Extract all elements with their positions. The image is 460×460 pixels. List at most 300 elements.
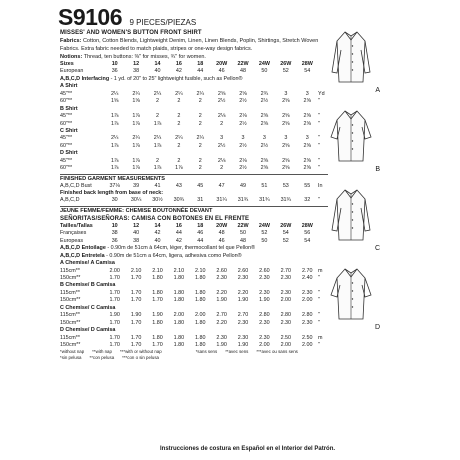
table-cell: 2: [198, 142, 202, 149]
table-row: [60, 238, 328, 245]
table-cell: 2.30: [302, 319, 313, 326]
table-cell: 2.30: [237, 275, 249, 281]
table-cell: 31¾: [237, 197, 249, 204]
table-cell: 14: [154, 61, 161, 67]
table-cell: 52: [261, 230, 268, 237]
table-cell: 2.10: [130, 267, 142, 274]
yardage-table: [60, 312, 328, 327]
table-cell: 1.90: [109, 312, 120, 319]
table-cell: 44: [175, 230, 182, 237]
unit-cell: ": [318, 135, 320, 142]
table-row: [60, 297, 328, 304]
table-cell: 42: [175, 237, 182, 244]
table-cell: 1⅞: [110, 157, 119, 164]
yardage-table: [60, 290, 328, 305]
table-cell: 1⅞: [153, 165, 162, 172]
table-cell: 36: [111, 68, 118, 75]
table-cell: 28W: [301, 222, 313, 229]
table-cell: 2.00: [302, 341, 313, 348]
table-row: [60, 230, 328, 237]
table-row: [60, 290, 328, 297]
table-cell: 41: [154, 182, 161, 189]
table-cell: 1.70: [130, 297, 142, 304]
row-label: 150cm**: [60, 319, 81, 326]
table-cell: 2¼: [175, 90, 183, 97]
back-length-table: [60, 197, 328, 204]
table-cell: 48: [240, 237, 247, 244]
table-cell: 1.90: [237, 297, 249, 304]
table-cell: 2⅛: [239, 113, 247, 120]
table-cell: 3: [284, 135, 288, 142]
table-cell: 1⅞: [110, 113, 119, 120]
table-cell: 30½: [152, 197, 163, 204]
table-row: [60, 61, 328, 68]
table-cell: 2¼: [110, 135, 119, 142]
table-cell: 1.80: [195, 289, 206, 296]
table-cell: 56: [304, 230, 311, 237]
view-d-figure: [328, 263, 380, 331]
table-row: [60, 121, 328, 128]
row-label: A,B,C,D Bust: [60, 182, 92, 189]
table-cell: 1.70: [130, 334, 142, 341]
table-cell: 46: [218, 237, 225, 244]
yardage-view-title: A Shirt: [60, 83, 78, 90]
footnote: *without nap: [60, 349, 85, 355]
table-row: [60, 98, 328, 105]
table-cell: 1.70: [130, 319, 142, 326]
table-cell: 2⅝: [260, 113, 269, 120]
table-cell: 2¼: [196, 135, 204, 142]
yardage-table: [60, 135, 328, 150]
table-cell: 1.80: [173, 341, 185, 348]
table-cell: 2⅝: [260, 157, 269, 164]
table-cell: 54: [304, 68, 311, 75]
table-cell: 2.60: [237, 267, 249, 274]
table-cell: 2.70: [280, 267, 292, 274]
footnote: **con pelusa: [89, 355, 115, 361]
pattern-number: S9106: [58, 4, 123, 30]
spanish-yardage-section: [60, 260, 328, 349]
row-label: 60"**: [60, 98, 73, 105]
table-cell: 2⅝: [217, 90, 226, 97]
table-cell: 1⅞: [132, 113, 140, 120]
table-cell: 1.80: [195, 334, 206, 341]
view-label: A: [375, 87, 380, 94]
table-cell: 1⅞: [175, 165, 183, 172]
table-cell: 2.30: [237, 319, 249, 326]
table-cell: 12: [133, 222, 140, 229]
table-row: [60, 158, 328, 165]
table-cell: 50: [261, 237, 268, 244]
unit-cell: [318, 238, 328, 245]
table-cell: 2: [177, 120, 181, 127]
view-a-figure: [328, 26, 380, 94]
table-cell: 2.80: [259, 312, 270, 319]
yardage-view-title: B Shirt: [60, 105, 78, 112]
table-cell: 30¼: [130, 197, 142, 204]
unit-cell: ": [318, 289, 320, 296]
table-cell: 30: [111, 197, 118, 204]
table-cell: 2: [198, 157, 202, 164]
table-cell: 24W: [258, 222, 270, 229]
table-cell: 40: [154, 68, 161, 75]
table-cell: 3: [305, 135, 309, 142]
yardage-view-title: D Shirt: [60, 150, 78, 157]
table-cell: 54: [282, 230, 289, 237]
table-cell: 37⅛: [109, 182, 120, 189]
fabrics-text: Cotton, Cotton Blends, Lightweight Denim, Linen, Linen Blends, Poplin, Shirtings, Stretch Woven Fabrics. Extra fabric needed to match plaids, stripes or one-way design fabrics.: [60, 38, 319, 52]
table-cell: 51: [261, 182, 268, 189]
table-cell: 2⅝: [282, 113, 290, 120]
table-cell: 12: [133, 61, 140, 67]
table-cell: 22W: [237, 222, 249, 229]
table-cell: 1.70: [130, 289, 142, 296]
footnote: **with nap: [92, 349, 112, 355]
yardage-table: [60, 335, 328, 350]
unit-cell: ": [318, 120, 320, 127]
table-cell: 1.80: [195, 275, 206, 281]
unit-cell: ": [318, 113, 320, 120]
table-cell: 2.40: [302, 275, 313, 281]
table-cell: 1⅞: [132, 157, 140, 164]
bust-table: [60, 183, 328, 190]
table-cell: 2.00: [173, 312, 185, 319]
row-label: 60"**: [60, 142, 73, 149]
table-cell: 2¼: [132, 135, 140, 142]
table-cell: 47: [218, 182, 225, 189]
table-cell: 2.30: [280, 275, 292, 281]
unit-cell: ": [318, 165, 320, 172]
table-cell: 1⅞: [110, 120, 119, 127]
view-b-figure: [328, 105, 380, 173]
table-cell: 31¼: [216, 197, 227, 204]
table-cell: 2: [155, 157, 159, 164]
row-label: Europeas: [60, 237, 84, 244]
table-cell: 40: [154, 237, 161, 244]
yardage-section: [60, 83, 328, 172]
table-cell: 1.80: [195, 297, 206, 304]
footnote: ***avec ou sans sens: [256, 349, 298, 355]
yardage-table: [60, 268, 328, 283]
row-label: 115cm**: [60, 334, 80, 341]
table-row: [60, 320, 328, 327]
unit-cell: [318, 223, 328, 230]
table-cell: 24W: [258, 61, 270, 67]
table-cell: 2½: [217, 142, 226, 149]
table-cell: 1.70: [109, 289, 120, 296]
table-cell: 38: [133, 237, 140, 244]
table-cell: 2: [177, 142, 181, 149]
yardage-view-title: A Chemise/ A Camisa: [60, 260, 115, 267]
table-cell: 2⅝: [282, 142, 290, 149]
table-cell: 2⅝: [282, 157, 290, 164]
table-cell: 46: [218, 68, 225, 75]
table-cell: 38: [133, 68, 140, 75]
unit-cell: ": [318, 197, 320, 204]
table-row: [60, 342, 328, 349]
table-cell: 2.30: [259, 334, 270, 341]
table-row: [60, 197, 328, 204]
table-cell: 2½: [260, 142, 269, 149]
table-cell: 45: [197, 182, 204, 189]
table-row: [60, 135, 328, 142]
table-cell: 2⅝: [303, 98, 311, 105]
table-cell: 1.70: [152, 297, 163, 304]
table-cell: 2⅛: [217, 157, 226, 164]
table-cell: 52: [282, 68, 289, 75]
notions-label: Notions:: [60, 54, 83, 60]
back-length-title: Finished back length from base of neck:: [60, 189, 164, 196]
table-cell: 2.00: [280, 297, 292, 304]
row-label: 45"**: [60, 113, 73, 120]
table-cell: 3: [284, 90, 288, 97]
table-cell: 38: [111, 230, 118, 237]
unit-cell: Yd: [318, 90, 325, 97]
row-label: 45"**: [60, 90, 73, 97]
table-cell: 52: [282, 237, 289, 244]
table-cell: 32: [304, 197, 311, 204]
table-row: [60, 143, 328, 150]
pattern-info: [60, 29, 328, 361]
table-cell: 1⅞: [132, 165, 140, 172]
table-cell: 1.70: [109, 319, 120, 326]
table-cell: 2.30: [216, 334, 227, 341]
view-label: D: [374, 324, 380, 331]
table-cell: 42: [154, 230, 161, 237]
unit-cell: m: [318, 334, 323, 341]
footnote: ***with or without nap: [119, 349, 162, 355]
unit-cell: m: [318, 267, 323, 274]
table-cell: 1.80: [152, 275, 163, 281]
table-cell: 26W: [280, 222, 292, 229]
table-cell: 2: [198, 98, 202, 105]
table-cell: 2.20: [237, 289, 249, 296]
table-cell: 20W: [216, 222, 228, 229]
table-cell: 31: [197, 197, 204, 204]
table-cell: 1⅞: [110, 165, 119, 172]
table-cell: 2.70: [302, 267, 313, 274]
table-cell: 2: [155, 98, 159, 105]
unit-cell: ": [318, 319, 320, 326]
table-cell: 1.80: [152, 289, 163, 296]
table-cell: 2⅝: [260, 165, 269, 172]
table-cell: 2⅝: [260, 120, 269, 127]
pattern-title: MISSES' AND WOMEN'S BUTTON FRONT SHIRT: [60, 30, 202, 36]
table-cell: 2½: [217, 98, 226, 105]
table-cell: 10: [111, 61, 118, 67]
row-label: 150cm**: [60, 275, 81, 281]
table-cell: 1.80: [152, 334, 163, 341]
yardage-table: [60, 91, 328, 106]
row-label: 60"**: [60, 120, 73, 127]
table-cell: 1⅞: [153, 120, 162, 127]
row-label: 115cm**: [60, 289, 80, 296]
table-cell: 2⅝: [282, 120, 290, 127]
notions-paragraph: [60, 53, 328, 61]
table-cell: 2.00: [109, 267, 120, 274]
table-row: [60, 183, 328, 190]
table-cell: 44: [197, 68, 204, 75]
yardage-table: [60, 158, 328, 173]
table-cell: 1.70: [109, 341, 120, 348]
table-cell: 2⅝: [303, 157, 311, 164]
unit-cell: ": [318, 157, 320, 164]
table-cell: 22W: [237, 61, 249, 67]
row-label: 150cm**: [60, 297, 81, 304]
table-cell: 1.80: [173, 334, 185, 341]
table-cell: 3: [220, 135, 224, 142]
table-cell: 43: [175, 182, 182, 189]
fabrics-label: Fabrics:: [60, 38, 82, 44]
table-cell: 36: [111, 237, 118, 244]
view-c-figure: [328, 184, 380, 252]
table-cell: 1⅞: [110, 142, 119, 149]
row-label: Tailles/Tallas: [60, 222, 93, 229]
table-cell: 2.30: [259, 289, 270, 296]
table-cell: 48: [240, 68, 247, 75]
unit-cell: ": [318, 275, 320, 281]
table-cell: 39: [133, 182, 140, 189]
table-cell: 2.30: [280, 319, 292, 326]
table-row: [60, 275, 328, 282]
table-cell: 1.80: [173, 289, 185, 296]
table-cell: 2.70: [216, 312, 227, 319]
table-cell: 3: [262, 135, 266, 142]
table-cell: 1⅝: [110, 98, 119, 105]
table-row: [60, 268, 328, 275]
table-cell: 2: [177, 113, 181, 120]
spanish-sizes-table: [60, 223, 328, 245]
table-cell: 2⅝: [303, 113, 311, 120]
table-cell: 1⅞: [132, 120, 140, 127]
table-cell: 2⅛: [217, 113, 226, 120]
table-cell: 2¼: [153, 90, 162, 97]
entoilage-line: A,B,C,D Entoilage - 0.90m de 51cm à 64cm, léger, thermocollant tel que Pellon®: [60, 245, 256, 252]
table-row: [60, 113, 328, 120]
pieces-count: 9 PIECES/PIEZAS: [129, 18, 197, 27]
table-cell: 30¾: [173, 197, 185, 204]
unit-cell: [318, 61, 328, 68]
unit-cell: ": [318, 312, 320, 319]
table-cell: 1.70: [109, 297, 120, 304]
table-cell: 14: [154, 222, 161, 229]
table-cell: 2.30: [216, 275, 227, 281]
table-cell: 2: [177, 157, 181, 164]
table-cell: 3: [305, 90, 309, 97]
yardage-view-title: D Chemise/ D Camisa: [60, 327, 116, 334]
table-cell: 55: [304, 182, 311, 189]
table-cell: 2.50: [302, 334, 313, 341]
footnote: *sans sens: [195, 349, 218, 355]
row-label: 60"**: [60, 165, 73, 172]
interfacing-text: - 1 yd. of 20" to 25" lightweight fusible, such as Pellon®: [110, 75, 243, 82]
interfacing-label: A,B,C,D Interfacing: [60, 75, 110, 82]
spanish-title-1: JEUNE FEMME/FEMME: CHEMISE BOUTONNÉE DEVANT: [60, 206, 328, 215]
table-cell: 18: [197, 61, 204, 67]
table-cell: 2.10: [173, 267, 185, 274]
table-cell: 1.70: [109, 334, 120, 341]
table-row: [60, 223, 328, 230]
pattern-header: [58, 4, 197, 30]
shirt-icon: [328, 263, 374, 323]
row-label: 115cm**: [60, 312, 80, 319]
table-cell: 2.20: [216, 319, 227, 326]
table-cell: 2⅛: [239, 157, 247, 164]
table-cell: 50: [240, 230, 247, 237]
table-cell: 2: [220, 120, 224, 127]
fabrics-paragraph: [60, 37, 328, 53]
table-cell: 28W: [301, 61, 313, 67]
table-cell: 2.00: [259, 341, 270, 348]
table-cell: 1.90: [130, 312, 142, 319]
table-cell: 40: [133, 230, 140, 237]
table-cell: 18: [197, 222, 204, 229]
unit-cell: ": [318, 142, 320, 149]
table-cell: 2½: [260, 98, 269, 105]
table-cell: 2: [155, 113, 159, 120]
table-cell: 2½: [239, 120, 247, 127]
table-cell: 2.30: [259, 319, 270, 326]
table-cell: 10: [111, 222, 118, 229]
measurements-title: FINISHED GARMENT MEASUREMENTS: [60, 174, 328, 183]
table-cell: 2.80: [302, 312, 313, 319]
table-cell: 42: [175, 68, 182, 75]
table-cell: 1.70: [109, 275, 120, 281]
table-cell: 48: [218, 230, 225, 237]
table-cell: 16: [175, 222, 182, 229]
table-cell: 2½: [239, 98, 247, 105]
table-cell: 49: [240, 182, 247, 189]
table-cell: 2.10: [195, 267, 206, 274]
unit-cell: ": [318, 297, 320, 304]
table-cell: 46: [197, 230, 204, 237]
notions-text: Thread, ten buttons: ⅜" for misses, ¾" for women.: [83, 54, 206, 60]
row-label: Sizes: [60, 61, 74, 67]
table-cell: 2⅝: [303, 120, 311, 127]
table-row: [60, 68, 328, 75]
table-cell: 2: [177, 98, 181, 105]
table-row: [60, 335, 328, 342]
table-cell: 2: [198, 113, 202, 120]
table-cell: 1.70: [152, 341, 163, 348]
row-label: 150cm**: [60, 341, 81, 348]
table-cell: 44: [197, 237, 204, 244]
spanish-title-2: SEÑORITAS/SEÑORAS: CAMISA CON BOTONES EN EL FRENTE: [60, 215, 250, 222]
table-cell: 2.30: [280, 289, 292, 296]
table-cell: 2.80: [280, 312, 292, 319]
unit-cell: ": [318, 341, 320, 348]
footnote: **avec sens: [225, 349, 249, 355]
table-cell: 2¼: [110, 90, 119, 97]
table-cell: 2.30: [302, 289, 313, 296]
table-cell: 50: [261, 68, 268, 75]
view-label: C: [374, 245, 380, 252]
row-label: A,B,C,D: [60, 197, 80, 204]
table-cell: 2½: [239, 165, 247, 172]
table-cell: 2.00: [302, 297, 313, 304]
table-cell: 2⅝: [282, 98, 290, 105]
view-illustrations: [328, 26, 378, 342]
yardage-view-title: C Chemise/ C Camisa: [60, 304, 116, 311]
table-cell: 3: [241, 135, 245, 142]
table-cell: 2.00: [280, 341, 292, 348]
table-cell: 20W: [216, 61, 228, 67]
unit-cell: In: [318, 182, 323, 189]
row-label: 45"**: [60, 135, 73, 142]
footnote: *sin pelusa: [60, 355, 82, 361]
table-cell: 2⅝: [239, 90, 247, 97]
table-cell: 2¼: [175, 135, 183, 142]
